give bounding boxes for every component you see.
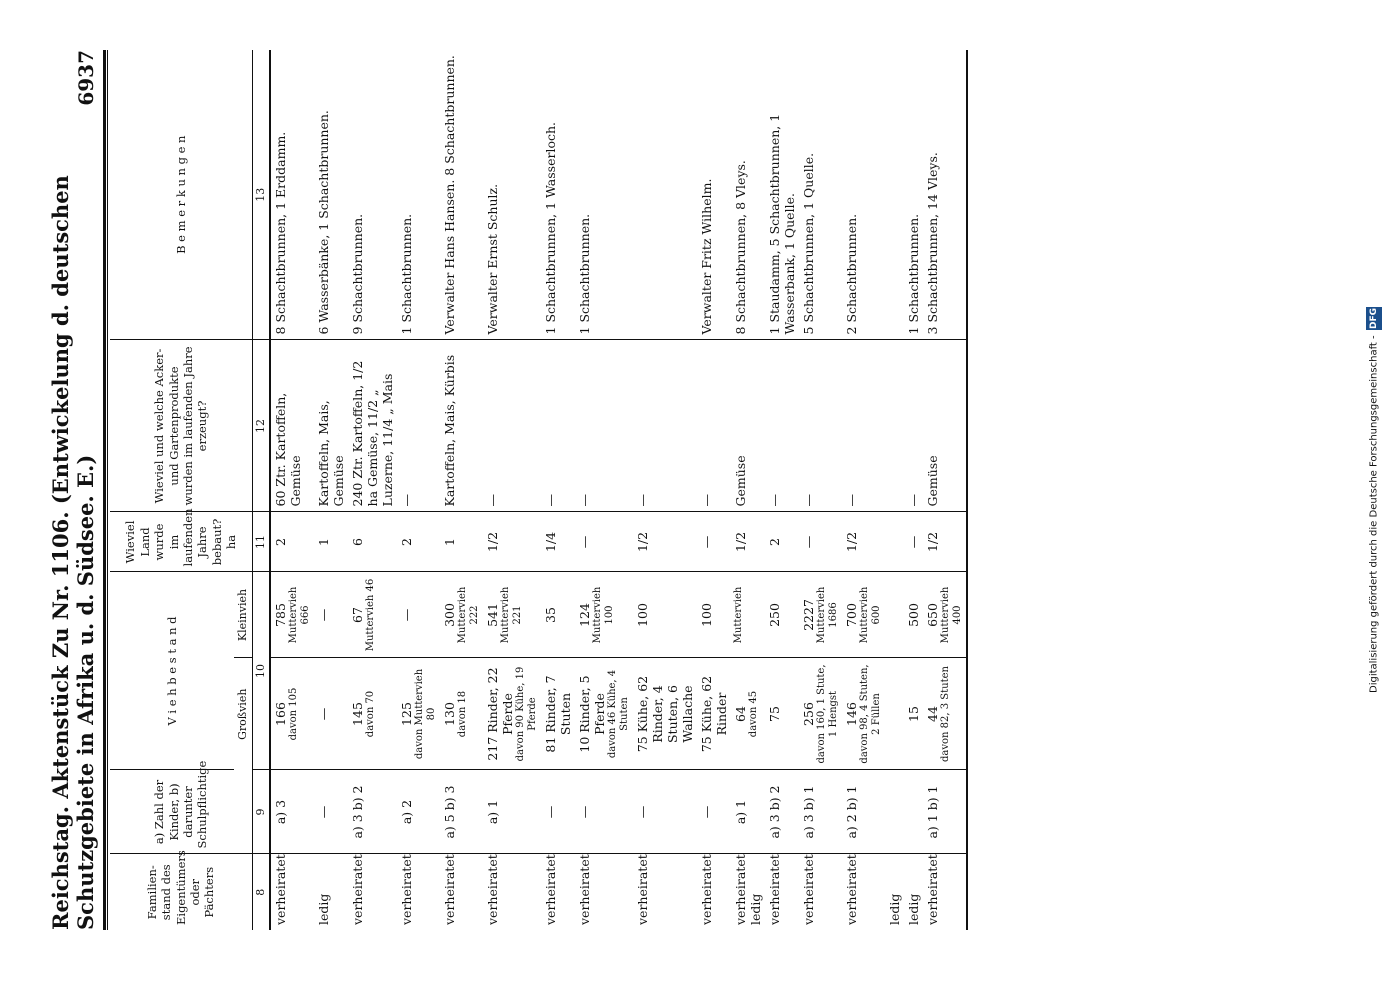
remarks-cell-value: 2 Schachtbrunnen. bbox=[843, 213, 859, 335]
small-livestock-cell-value: 650 bbox=[924, 603, 940, 627]
family-status-cell-value: verheiratet bbox=[398, 854, 414, 925]
large-livestock-cell-detail: davon 46 Kühe, 4 Stuten bbox=[606, 669, 630, 759]
large-livestock-cell-value: 166 bbox=[272, 702, 288, 726]
family-status-cell bbox=[541, 854, 575, 930]
large-livestock-cell-value: 44 bbox=[924, 706, 940, 722]
family-status-cell-value: verheiratet bbox=[349, 854, 365, 925]
small-livestock-cell bbox=[397, 572, 440, 658]
small-livestock-cell-value: 100 bbox=[698, 603, 714, 627]
small-livestock-cell bbox=[904, 572, 923, 658]
produce-cell bbox=[842, 340, 885, 512]
col-land-area: Wieviel Land wurde im laufenden Jahre bebaut? ha bbox=[110, 512, 252, 572]
produce-cell-value: — bbox=[634, 493, 650, 507]
produce-cell-value: Gemüse bbox=[732, 455, 748, 507]
produce-cell-value: 60 Ztr. Kartoffeln, Gemüse bbox=[272, 392, 303, 507]
small-livestock-cell-value: 785 bbox=[272, 603, 288, 627]
family-status-cell bbox=[697, 854, 731, 930]
remarks-cell bbox=[348, 50, 397, 340]
produce-cell bbox=[697, 340, 731, 512]
page-number: 6937 bbox=[74, 50, 98, 106]
family-status-cell-value: verheiratet bbox=[800, 854, 816, 925]
large-livestock-cell bbox=[904, 658, 923, 770]
table-row bbox=[483, 50, 541, 930]
remarks-cell bbox=[904, 50, 923, 340]
large-livestock-cell bbox=[270, 658, 314, 770]
remarks-cell-value: 5 Schachtbrunnen, 1 Quelle. bbox=[800, 152, 816, 335]
table-row bbox=[397, 50, 440, 930]
small-livestock-cell-value: — bbox=[398, 608, 414, 622]
large-livestock-cell-value: 64 bbox=[732, 706, 748, 722]
remarks-cell-value: Verwalter Ernst Schulz. bbox=[484, 183, 500, 335]
land-area-cell bbox=[731, 512, 765, 572]
large-livestock-cell-detail: davon 18 bbox=[456, 690, 468, 738]
large-livestock-cell-detail: davon 82, 3 Stuten bbox=[939, 666, 951, 762]
large-livestock-cell-detail: davon 90 Kühe, 19 Pferde bbox=[514, 666, 538, 762]
large-livestock-cell-value: 81 Rinder, 7 Stuten bbox=[542, 675, 573, 753]
family-status-cell bbox=[440, 854, 483, 930]
remarks-cell bbox=[314, 50, 348, 340]
small-livestock-cell bbox=[440, 572, 483, 658]
page-title: Reichstag. Aktenstück Zu Nr. 1106. (Entwickelung d. deutschen Schutzgebiete in Afrika u. d. Südsee. E.) bbox=[48, 175, 98, 930]
land-area-cell-value: 1 bbox=[441, 538, 457, 546]
land-area-cell bbox=[923, 512, 967, 572]
land-area-cell bbox=[765, 512, 799, 572]
children-cell-value: — bbox=[315, 805, 331, 819]
small-livestock-cell bbox=[731, 572, 765, 658]
large-livestock-cell-detail: davon 45 bbox=[747, 690, 759, 738]
large-livestock-cell bbox=[923, 658, 967, 770]
small-livestock-cell bbox=[885, 572, 904, 658]
land-area-cell bbox=[885, 512, 904, 572]
large-livestock-cell bbox=[697, 658, 731, 770]
large-livestock-cell-value: 146 bbox=[843, 702, 859, 726]
large-livestock-cell-value: 10 Rinder, 5 Pferde bbox=[576, 675, 607, 753]
small-livestock-cell-value: 124 bbox=[576, 603, 592, 627]
table-row bbox=[440, 50, 483, 930]
family-status-cell bbox=[904, 854, 923, 930]
land-area-cell-value: 2 bbox=[272, 538, 288, 546]
small-livestock-cell-value: 250 bbox=[766, 603, 782, 627]
land-area-cell bbox=[314, 512, 348, 572]
land-area-cell-value: 1/4 bbox=[542, 531, 558, 553]
land-area-cell bbox=[270, 512, 314, 572]
family-status-cell bbox=[799, 854, 842, 930]
children-cell bbox=[314, 770, 348, 854]
small-livestock-cell-detail: Muttervieh 400 bbox=[939, 586, 963, 644]
col-family-status: Familienstand des Eigentümers oder Pächters bbox=[144, 850, 217, 925]
land-area-cell-value: 2 bbox=[766, 538, 782, 546]
family-status-cell bbox=[765, 854, 799, 930]
produce-cell bbox=[483, 340, 541, 512]
col-children: a) Zahl der Kinder, b) darunter Schulpflichtige bbox=[110, 770, 252, 854]
large-livestock-cell bbox=[633, 658, 697, 770]
land-area-cell bbox=[842, 512, 885, 572]
large-livestock-cell bbox=[885, 658, 904, 770]
large-livestock-cell-value: 256 bbox=[800, 702, 816, 726]
land-area-cell-value: 1/2 bbox=[634, 531, 650, 553]
small-livestock-cell bbox=[575, 572, 633, 658]
produce-cell bbox=[314, 340, 348, 512]
remarks-cell-value: Verwalter Fritz Wilhelm. bbox=[698, 178, 714, 335]
small-livestock-cell-detail: Muttervieh 666 bbox=[287, 586, 311, 644]
remarks-cell bbox=[842, 50, 885, 340]
family-status-cell-value: verheiratet bbox=[766, 854, 782, 925]
land-area-cell bbox=[633, 512, 697, 572]
small-livestock-cell-detail: Muttervieh 221 bbox=[499, 586, 523, 644]
large-livestock-cell-value: 145 bbox=[349, 702, 365, 726]
small-livestock-cell bbox=[314, 572, 348, 658]
family-status-cell bbox=[842, 854, 885, 930]
remarks-cell-value: 1 Staudamm, 5 Schachtbrunnen, 1 Wasserbank, 1 Quelle. bbox=[766, 113, 797, 335]
remarks-cell bbox=[697, 50, 731, 340]
large-livestock-cell-value: 75 Kühe, 62 Rinder bbox=[698, 675, 729, 753]
produce-cell bbox=[923, 340, 967, 512]
children-cell-value: a) 3 b) 2 bbox=[349, 785, 365, 839]
land-area-cell-value: 1 bbox=[315, 538, 331, 546]
small-livestock-cell-value: 2227 bbox=[800, 599, 816, 631]
small-livestock-cell bbox=[633, 572, 697, 658]
children-cell-value: a) 3 b) 2 bbox=[766, 785, 782, 839]
children-cell-value: a) 3 bbox=[272, 799, 288, 825]
small-livestock-cell bbox=[842, 572, 885, 658]
family-status-cell-value: verheiratet ledig bbox=[732, 854, 763, 925]
produce-cell bbox=[731, 340, 765, 512]
large-livestock-cell-value: 75 Kühe, 62 Rinder, 4 Stuten, 6 Wallache bbox=[634, 675, 695, 753]
header-rule bbox=[103, 50, 106, 930]
land-area-cell bbox=[904, 512, 923, 572]
children-cell-value: a) 1 bbox=[484, 799, 500, 825]
children-cell bbox=[348, 770, 397, 854]
large-livestock-cell bbox=[348, 658, 397, 770]
large-livestock-cell bbox=[575, 658, 633, 770]
table-row bbox=[885, 50, 904, 930]
produce-cell-value: Kartoffeln, Mais, Kürbis bbox=[441, 354, 457, 507]
small-livestock-cell-value: 35 bbox=[542, 607, 558, 623]
small-livestock-cell bbox=[270, 572, 314, 658]
family-status-cell bbox=[575, 854, 633, 930]
children-cell bbox=[799, 770, 842, 854]
produce-cell bbox=[397, 340, 440, 512]
small-livestock-cell-value: — bbox=[315, 608, 331, 622]
remarks-cell-value: 8 Schachtbrunnen, 1 Erddamm. bbox=[272, 131, 288, 335]
large-livestock-cell-detail: davon 105 bbox=[287, 687, 299, 741]
table-row bbox=[765, 50, 799, 930]
children-cell bbox=[541, 770, 575, 854]
family-status-cell-value: verheiratet bbox=[924, 854, 940, 925]
remarks-cell-value: 1 Schachtbrunnen. bbox=[576, 213, 592, 335]
livestock-table bbox=[110, 50, 968, 930]
children-cell bbox=[575, 770, 633, 854]
table-row bbox=[923, 50, 967, 930]
family-status-cell bbox=[397, 854, 440, 930]
remarks-cell-value: Verwalter Hans Hansen. 8 Schachtbrunnen. bbox=[441, 55, 457, 335]
col-produce: Wieviel und welche Acker- und Gartenprodukte wurden im laufenden Jahre erzeugt? bbox=[110, 340, 252, 512]
small-livestock-cell-detail: Muttervieh 600 bbox=[858, 586, 882, 644]
col-remarks: B e m e r k u n g e n bbox=[110, 50, 252, 340]
children-cell bbox=[731, 770, 765, 854]
children-cell bbox=[697, 770, 731, 854]
table-row bbox=[348, 50, 397, 930]
col-number: 11 bbox=[252, 512, 269, 572]
col-livestock: V i e h b e s t a n d bbox=[110, 572, 234, 770]
produce-cell-value: — bbox=[905, 493, 921, 507]
large-livestock-cell bbox=[397, 658, 440, 770]
small-livestock-cell bbox=[799, 572, 842, 658]
children-cell bbox=[270, 770, 314, 854]
family-status-cell-value: ledig bbox=[886, 893, 902, 925]
land-area-cell-value: — bbox=[905, 535, 921, 549]
produce-cell-value: 240 Ztr. Kartoffeln, 1/2 ha Gemüse, 11/2 „ Luzerne, 11/4 „ Mais bbox=[349, 360, 395, 507]
children-cell-value: — bbox=[576, 805, 592, 819]
large-livestock-cell-detail: davon 160, 1 Stute, 1 Hengst bbox=[815, 664, 839, 764]
family-status-cell-value: verheiratet bbox=[576, 854, 592, 925]
remarks-cell bbox=[765, 50, 799, 340]
header-rule-thin bbox=[107, 50, 108, 930]
col-small-livestock: Kleinvieh bbox=[234, 572, 252, 658]
large-livestock-cell-detail: davon 70 bbox=[364, 690, 376, 738]
large-livestock-cell bbox=[765, 658, 799, 770]
family-status-cell bbox=[348, 854, 397, 930]
produce-cell-value: — bbox=[843, 493, 859, 507]
small-livestock-cell bbox=[923, 572, 967, 658]
col-large-livestock: Großvieh bbox=[236, 688, 249, 740]
table-row bbox=[904, 50, 923, 930]
land-area-cell bbox=[483, 512, 541, 572]
remarks-cell-value: 1 Schachtbrunnen. bbox=[905, 213, 921, 335]
dfg-logo: DFG bbox=[1366, 307, 1382, 330]
land-area-cell-value: 6 bbox=[349, 538, 365, 546]
produce-cell-value: Kartoffeln, Mais, Gemüse bbox=[315, 400, 346, 507]
produce-cell bbox=[799, 340, 842, 512]
produce-cell-value: — bbox=[542, 493, 558, 507]
credit-text: Digitalisierung gefördert durch die Deutsche Forschungsgemeinschaft - bbox=[1368, 335, 1380, 694]
family-status-cell-value: verheiratet bbox=[542, 854, 558, 925]
produce-cell bbox=[885, 340, 904, 512]
small-livestock-cell bbox=[697, 572, 731, 658]
children-cell bbox=[633, 770, 697, 854]
small-livestock-cell bbox=[541, 572, 575, 658]
remarks-cell bbox=[575, 50, 633, 340]
table-row bbox=[270, 50, 314, 930]
large-livestock-cell bbox=[483, 658, 541, 770]
produce-cell-value: Gemüse bbox=[924, 455, 940, 507]
table-row bbox=[633, 50, 697, 930]
large-livestock-cell bbox=[440, 658, 483, 770]
produce-cell bbox=[904, 340, 923, 512]
produce-cell bbox=[633, 340, 697, 512]
remarks-cell bbox=[923, 50, 967, 340]
remarks-cell bbox=[799, 50, 842, 340]
children-cell bbox=[440, 770, 483, 854]
children-cell bbox=[885, 770, 904, 854]
large-livestock-cell-value: 125 bbox=[398, 702, 414, 726]
large-livestock-cell-detail: davon Muttervieh 80 bbox=[413, 668, 437, 760]
produce-cell-value: — bbox=[576, 493, 592, 507]
remarks-cell-value: 3 Schachtbrunnen, 14 Vleys. bbox=[924, 152, 940, 335]
small-livestock-cell-detail: Muttervieh 1686 bbox=[815, 586, 839, 644]
children-cell-value: a) 1 bbox=[732, 799, 748, 825]
family-status-cell-value: verheiratet bbox=[843, 854, 859, 925]
land-area-cell bbox=[541, 512, 575, 572]
family-status-cell bbox=[885, 854, 904, 930]
land-area-cell bbox=[799, 512, 842, 572]
family-status-cell-value: verheiratet bbox=[272, 854, 288, 925]
family-status-cell bbox=[270, 854, 314, 930]
children-cell-value: a) 2 b) 1 bbox=[843, 785, 859, 839]
children-cell-value: — bbox=[698, 805, 714, 819]
children-cell bbox=[483, 770, 541, 854]
children-cell-value: — bbox=[542, 805, 558, 819]
table-row bbox=[697, 50, 731, 930]
small-livestock-cell-value: 100 bbox=[634, 603, 650, 627]
small-livestock-cell bbox=[348, 572, 397, 658]
large-livestock-cell-value: 217 Rinder, 22 Pferde bbox=[484, 667, 515, 761]
produce-cell bbox=[765, 340, 799, 512]
land-area-cell-value: 2 bbox=[398, 538, 414, 546]
small-livestock-cell-detail: Muttervieh 46 bbox=[364, 578, 376, 652]
produce-cell-value: — bbox=[766, 493, 782, 507]
small-livestock-cell-value: 700 bbox=[843, 603, 859, 627]
remarks-cell bbox=[397, 50, 440, 340]
land-area-cell-value: 1/2 bbox=[732, 531, 748, 553]
children-cell bbox=[397, 770, 440, 854]
footer-credit bbox=[1366, 10, 1382, 990]
table-row bbox=[314, 50, 348, 930]
land-area-cell bbox=[697, 512, 731, 572]
table-row bbox=[575, 50, 633, 930]
remarks-cell bbox=[731, 50, 765, 340]
produce-cell bbox=[348, 340, 397, 512]
table-row bbox=[842, 50, 885, 930]
page-header bbox=[48, 50, 98, 930]
remarks-cell bbox=[633, 50, 697, 340]
land-area-cell bbox=[575, 512, 633, 572]
remarks-cell-value: 1 Schachtbrunnen, 1 Wasserloch. bbox=[542, 122, 558, 335]
remarks-cell bbox=[440, 50, 483, 340]
remarks-cell-value: 6 Wasserbänke, 1 Schachtbrunnen. bbox=[315, 110, 331, 335]
land-area-cell bbox=[397, 512, 440, 572]
children-cell bbox=[842, 770, 885, 854]
family-status-cell bbox=[314, 854, 348, 930]
land-area-cell bbox=[440, 512, 483, 572]
family-status-cell-value: verheiratet bbox=[634, 854, 650, 925]
produce-cell bbox=[541, 340, 575, 512]
large-livestock-cell-value: — bbox=[315, 707, 331, 721]
children-cell-value: — bbox=[634, 805, 650, 819]
large-livestock-cell bbox=[541, 658, 575, 770]
remarks-cell bbox=[541, 50, 575, 340]
land-area-cell bbox=[348, 512, 397, 572]
family-status-cell bbox=[923, 854, 967, 930]
large-livestock-cell bbox=[799, 658, 842, 770]
large-livestock-cell bbox=[731, 658, 765, 770]
family-status-cell bbox=[633, 854, 697, 930]
small-livestock-cell-detail: Muttervieh 100 bbox=[591, 586, 615, 644]
land-area-cell-value: 1/2 bbox=[924, 531, 940, 553]
col-number: 10 bbox=[252, 572, 269, 770]
land-area-cell-value: — bbox=[576, 535, 592, 549]
large-livestock-cell-value: 75 bbox=[766, 706, 782, 722]
produce-cell-value: — bbox=[800, 493, 816, 507]
land-area-cell-value: — bbox=[800, 535, 816, 549]
children-cell-value: a) 5 b) 3 bbox=[441, 785, 457, 839]
remarks-cell bbox=[885, 50, 904, 340]
large-livestock-cell bbox=[842, 658, 885, 770]
produce-cell-value: — bbox=[398, 493, 414, 507]
small-livestock-cell bbox=[765, 572, 799, 658]
family-status-cell-value: verheiratet bbox=[441, 854, 457, 925]
produce-cell bbox=[270, 340, 314, 512]
children-cell-value: a) 2 bbox=[398, 799, 414, 825]
produce-cell bbox=[440, 340, 483, 512]
children-cell bbox=[923, 770, 967, 854]
large-livestock-cell bbox=[314, 658, 348, 770]
family-status-cell bbox=[731, 854, 765, 930]
family-status-cell-value: ledig bbox=[315, 893, 331, 925]
family-status-cell-value: verheiratet bbox=[698, 854, 714, 925]
land-area-cell-value: — bbox=[698, 535, 714, 549]
children-cell bbox=[904, 770, 923, 854]
large-livestock-cell-detail: davon 98, 4 Stuten, 2 Füllen bbox=[858, 664, 882, 764]
col-number: 9 bbox=[252, 770, 269, 854]
remarks-cell-value: 1 Schachtbrunnen. bbox=[398, 213, 414, 335]
remarks-cell-value: 9 Schachtbrunnen. bbox=[349, 213, 365, 335]
col-number: 8 bbox=[252, 854, 269, 930]
col-number: 12 bbox=[252, 340, 269, 512]
small-livestock-cell bbox=[483, 572, 541, 658]
table-row bbox=[541, 50, 575, 930]
land-area-cell-value: 1/2 bbox=[843, 531, 859, 553]
small-livestock-cell-value: 500 bbox=[905, 603, 921, 627]
large-livestock-cell-value: 15 bbox=[905, 706, 921, 722]
large-livestock-cell-value: 130 bbox=[441, 702, 457, 726]
small-livestock-cell-detail: Muttervieh 222 bbox=[456, 586, 480, 644]
table-row bbox=[731, 50, 765, 930]
produce-cell-value: — bbox=[698, 493, 714, 507]
remarks-cell bbox=[483, 50, 541, 340]
table-row bbox=[799, 50, 842, 930]
small-livestock-cell-value: 300 bbox=[441, 603, 457, 627]
children-cell bbox=[765, 770, 799, 854]
family-status-cell-value: ledig bbox=[905, 893, 921, 925]
remarks-cell-value: 8 Schachtbrunnen, 8 Vleys. bbox=[732, 160, 748, 335]
small-livestock-cell-value: 67 bbox=[349, 607, 365, 623]
produce-cell bbox=[575, 340, 633, 512]
family-status-cell-value: verheiratet bbox=[484, 854, 500, 925]
produce-cell-value: — bbox=[484, 493, 500, 507]
children-cell-value: a) 3 b) 1 bbox=[800, 785, 816, 839]
land-area-cell-value: 1/2 bbox=[484, 531, 500, 553]
family-status-cell bbox=[483, 854, 541, 930]
children-cell-value: a) 1 b) 1 bbox=[924, 785, 940, 839]
col-number: 13 bbox=[252, 50, 269, 340]
small-livestock-cell-detail: Muttervieh bbox=[732, 586, 744, 644]
remarks-cell bbox=[270, 50, 314, 340]
small-livestock-cell-value: 541 bbox=[484, 603, 500, 627]
